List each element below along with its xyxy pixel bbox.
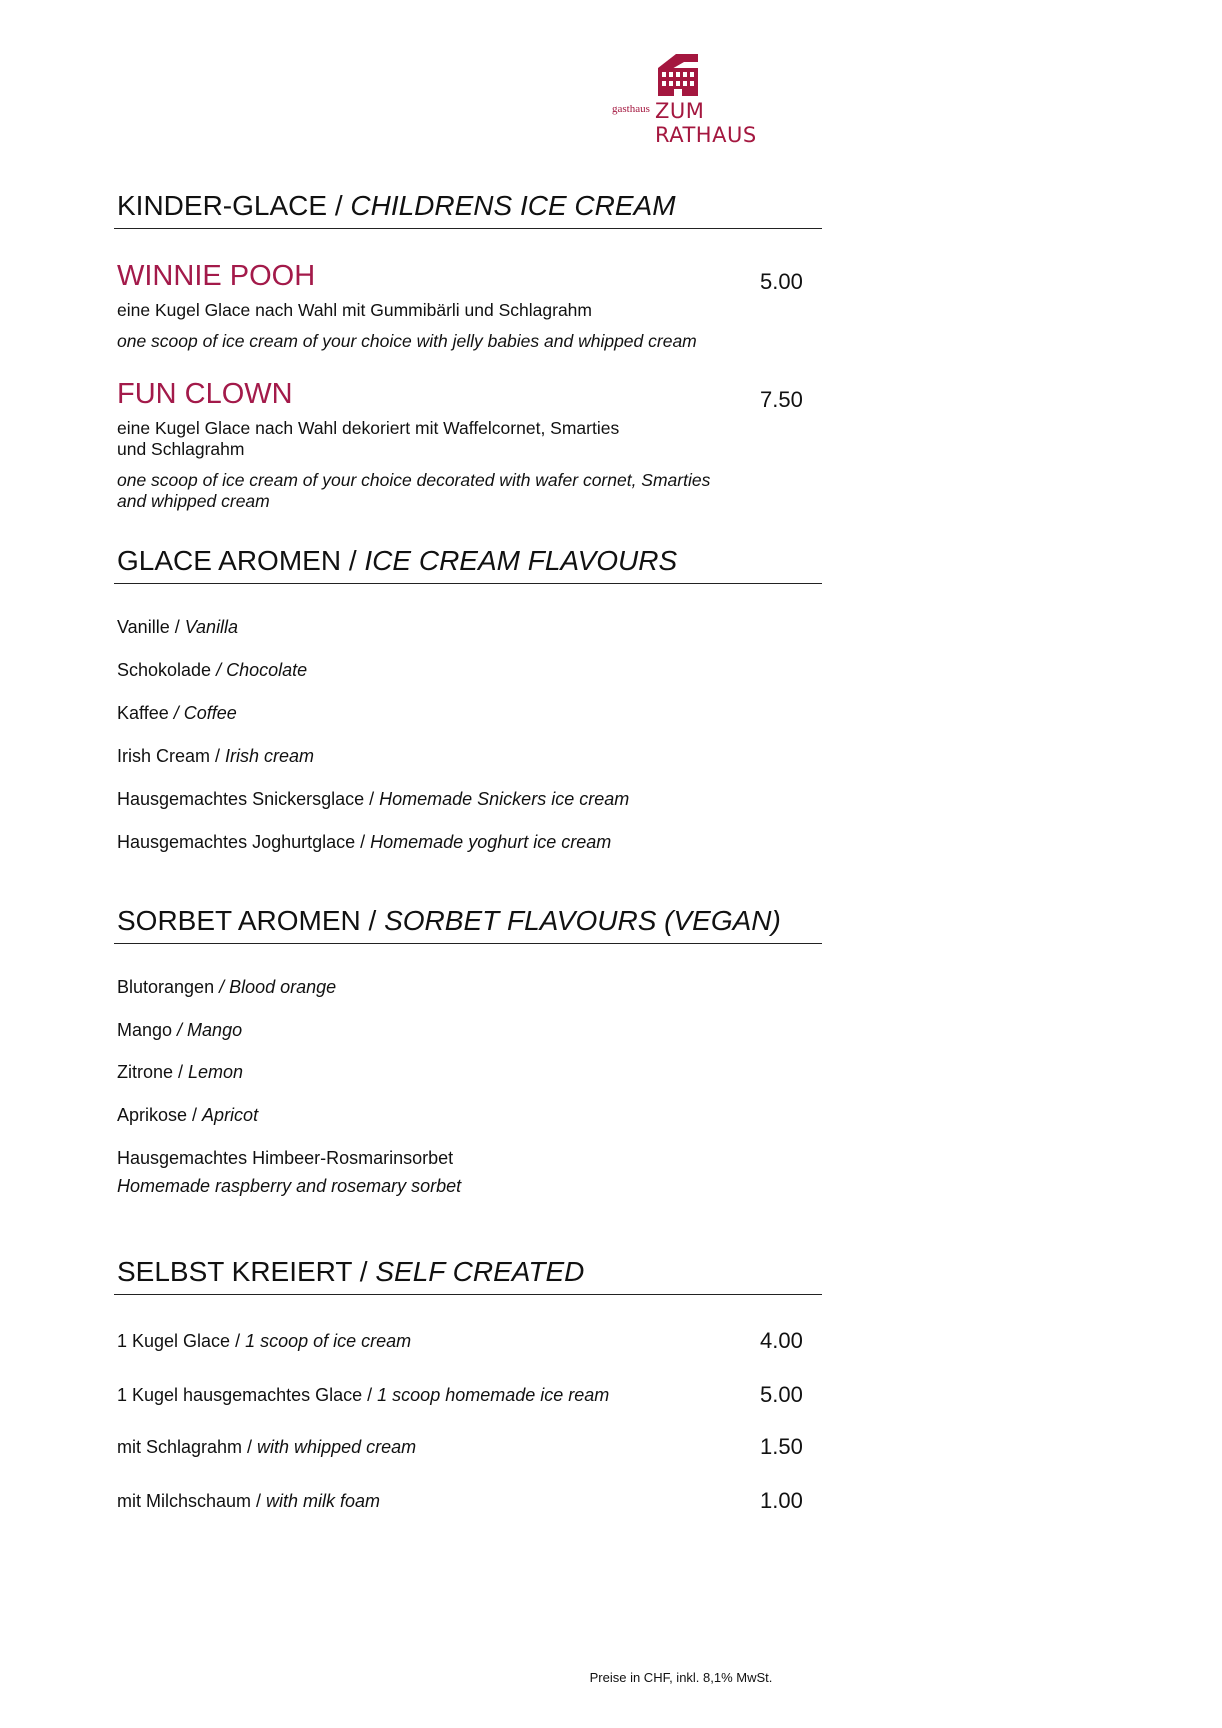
section-title-de: GLACE AROMEN /	[117, 545, 365, 576]
section-title-en: SORBET FLAVOURS (VEGAN)	[384, 905, 781, 936]
section-title-flavours	[117, 545, 821, 577]
price-fun-clown: 7.50	[760, 387, 803, 412]
self-item-de: mit Schlagrahm /	[117, 1437, 258, 1457]
flavour-en: Irish cream	[225, 746, 315, 766]
flavour-de: Vanille /	[117, 617, 185, 637]
sorbet-item	[117, 1020, 242, 1041]
item-description-en: one scoop of ice cream of your choice with jelly babies and whipped cream	[117, 331, 697, 351]
description-line: and whipped cream	[117, 491, 270, 511]
self-item	[117, 1491, 380, 1512]
section-title-en: CHILDRENS ICE CREAM	[350, 190, 676, 221]
flavour-item	[117, 832, 611, 853]
section-title-en: ICE CREAM FLAVOURS	[364, 545, 678, 576]
description-line: und Schlagrahm	[117, 439, 245, 459]
self-item	[117, 1437, 416, 1458]
flavour-item	[117, 617, 238, 638]
section-title-sorbet	[117, 905, 821, 937]
item-description-de	[117, 418, 757, 460]
logo-name: ZUM RATHAUS	[655, 99, 757, 147]
sorbet-item	[117, 1062, 243, 1083]
flavour-en: Homemade yoghurt ice cream	[370, 832, 612, 852]
flavour-item	[117, 789, 629, 810]
price-winnie-pooh: 5.00	[760, 269, 803, 294]
flavour-de: Hausgemachtes Joghurtglace /	[117, 832, 371, 852]
sorbet-en: / Mango	[177, 1020, 243, 1040]
flavour-en: / Chocolate	[216, 660, 308, 680]
sorbet-en: Lemon	[188, 1062, 244, 1082]
item-title-fun-clown: FUN CLOWN	[117, 378, 293, 410]
flavour-item	[117, 703, 237, 724]
self-item-en: 1 scoop of ice cream	[245, 1331, 412, 1351]
self-item	[117, 1331, 411, 1352]
logo-small-text: gasthaus	[612, 103, 650, 115]
flavour-item	[117, 746, 314, 767]
section-title-self	[117, 1256, 821, 1288]
flavour-de: Kaffee	[117, 703, 174, 723]
item-title-winnie-pooh: WINNIE POOH	[117, 260, 316, 292]
sorbet-en: / Blood orange	[219, 977, 337, 997]
sorbet-en: Apricot	[202, 1105, 259, 1125]
self-item-de: 1 Kugel hausgemachtes Glace /	[117, 1385, 378, 1405]
self-item	[117, 1385, 609, 1406]
sorbet-item	[117, 1105, 258, 1126]
flavour-item	[117, 660, 307, 681]
sorbet-de: Zitrone /	[117, 1062, 189, 1082]
section-title-kids	[117, 190, 821, 222]
sorbet-de: Blutorangen	[117, 977, 220, 997]
section-title-de: KINDER-GLACE /	[117, 190, 351, 221]
price-note-footer: Preise in CHF, inkl. 8,1% MwSt.	[589, 1670, 773, 1685]
section-title-de: SORBET AROMEN /	[117, 905, 385, 936]
self-item-price: 5.00	[760, 1382, 803, 1407]
sorbet-de: Aprikose /	[117, 1105, 203, 1125]
section-title-de: SELBST KREIERT /	[117, 1256, 376, 1287]
item-description-de: eine Kugel Glace nach Wahl mit Gummibärli und Schlagrahm	[117, 300, 592, 320]
flavour-de: Schokolade	[117, 660, 217, 680]
self-item-price: 1.00	[760, 1488, 803, 1513]
section-divider	[114, 228, 822, 229]
sorbet-item-en: Homemade raspberry and rosemary sorbet	[117, 1176, 462, 1196]
sorbet-item-de: Hausgemachtes Himbeer-Rosmarinsorbet	[117, 1148, 454, 1168]
flavour-en: / Coffee	[173, 703, 237, 723]
self-item-price: 1.50	[760, 1434, 803, 1459]
flavour-de: Hausgemachtes Snickersglace /	[117, 789, 380, 809]
self-item-en: with whipped cream	[257, 1437, 417, 1457]
section-title-en: SELF CREATED	[375, 1256, 585, 1287]
self-item-price: 4.00	[760, 1328, 803, 1353]
description-line: eine Kugel Glace nach Wahl dekoriert mit Waffelcornet, Smarties	[117, 418, 620, 438]
section-divider	[114, 943, 822, 944]
section-divider	[114, 583, 822, 584]
flavour-en: Vanilla	[184, 617, 239, 637]
building-icon	[654, 50, 704, 100]
flavour-de: Irish Cream /	[117, 746, 226, 766]
flavour-en: Homemade Snickers ice cream	[379, 789, 630, 809]
self-item-en: with milk foam	[266, 1491, 381, 1511]
self-item-en: 1 scoop homemade ice ream	[377, 1385, 610, 1405]
section-divider	[114, 1294, 822, 1295]
sorbet-de: Mango	[117, 1020, 178, 1040]
restaurant-logo	[612, 50, 812, 147]
self-item-de: mit Milchschaum /	[117, 1491, 267, 1511]
self-item-de: 1 Kugel Glace /	[117, 1331, 246, 1351]
description-line: one scoop of ice cream of your choice decorated with wafer cornet, Smarties	[117, 470, 711, 490]
item-description-en	[117, 470, 797, 512]
sorbet-item	[117, 977, 336, 998]
